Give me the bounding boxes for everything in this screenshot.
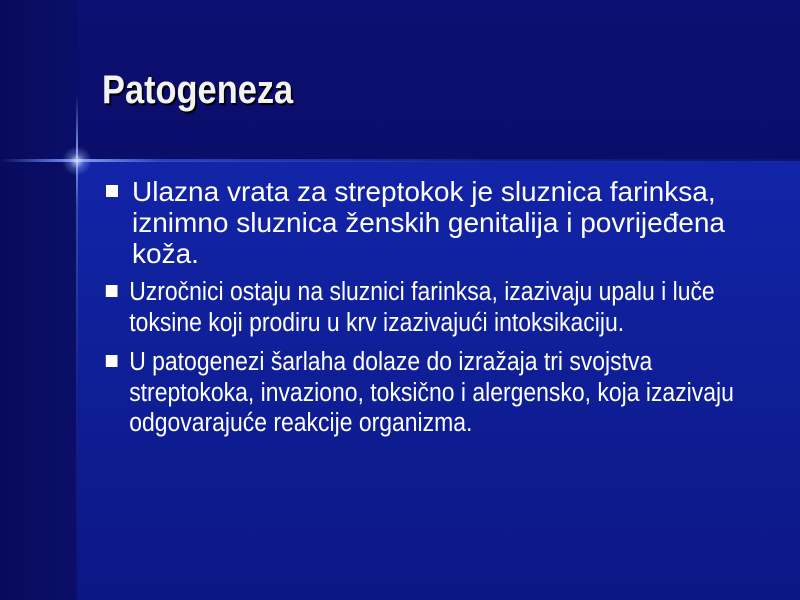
left-decorative-band — [0, 0, 78, 600]
square-bullet-icon — [106, 285, 118, 297]
bullet-text: Ulazna vrata za streptokok je sluznica farinksa, iznimno sluznica ženskih genitalija i povrijeđena koža. — [132, 176, 725, 269]
square-bullet-icon — [106, 185, 118, 197]
bullet-text: Uzročnici ostaju na sluznici farinksa, izazivaju upalu i luče toksine koji prodiru u krv izazivajući intoksikaciju. — [129, 278, 715, 337]
bullet-text: U patogenezi šarlaha dolaze do izražaja tri svojstva streptokoka, invaziono, toksično i alergensko, koja izazivaju odgovarajuće reakcije organizma. — [129, 348, 734, 437]
light-flare — [62, 146, 92, 176]
bullet-item — [104, 347, 750, 439]
bullet-list — [104, 176, 744, 439]
bullet-item — [104, 277, 750, 338]
bullet-item — [104, 176, 744, 269]
slide-title: Patogeneza — [102, 68, 294, 112]
horizontal-glow-line — [0, 159, 800, 162]
square-bullet-icon — [106, 355, 118, 367]
